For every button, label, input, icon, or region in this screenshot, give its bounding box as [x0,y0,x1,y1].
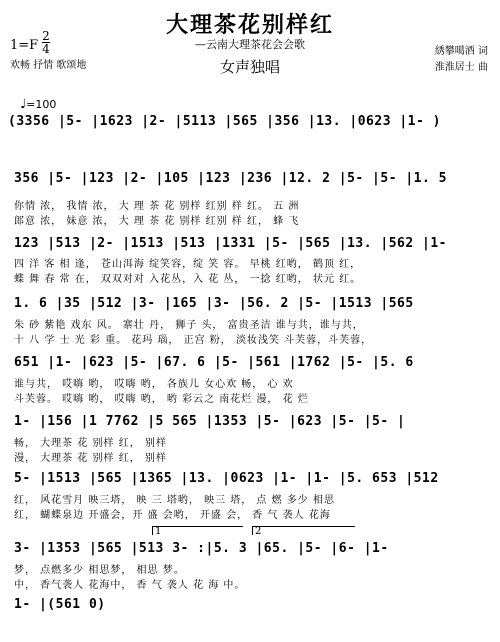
first-ending-bracket: 1 [152,526,243,535]
tempo-mark [20,97,56,112]
score-line-4: 1. 6 |35 |512 |3- |165 |3- |56. 2 |5- |1513 |565 [14,296,414,311]
time-signature [42,30,50,55]
second-ending-bracket: 2 [252,526,355,535]
expression-mark: 欢畅 抒情 歌颂地 [10,60,87,71]
score-line-8: 3- |1353 |565 |513 3- :|5. 3 |65. |5- |6- |1- [14,541,389,556]
lyric-line-6b: 漫， 大理茶 花 别样 红， 别样 [14,453,167,464]
lyric-line-7a: 红， 风花雪月 映三塔， 映 三 塔哟， 映三 塔， 点 燃 多少 相思 [14,495,335,506]
lyric-line-5b: 斗芙蓉。 哎嗨 哟， 哎嗨 哟， 哟 彩云之 南花烂 漫， 花 烂 [14,394,309,405]
lyric-line-7b: 红， 蝴蝶泉边 开盛会，开 盛 会哟， 开盛 会， 香 气 袭人 花海 [14,510,331,521]
score-line-2: 356 |5- |123 |2- |105 |123 |236 |12. 2 |5- |5- |1. 5 [14,171,447,186]
voice-type: 女声独唱 [219,58,280,76]
lyric-line-4a: 朱 砂 紫艳 戏东 风。 寨壮 丹， 狮子 头， 富贵圣洁 谁与共，谁与共， [14,320,364,331]
time-sig-bottom: 4 [42,42,50,56]
lyric-line-5a: 谁与共， 哎嗨 哟， 哎嗨 哟， 各族儿 女心欢 畅， 心 欢 [14,379,294,390]
lyricist-credit: 綉攀噶酒 词 [434,46,488,57]
lyric-line-2a: 你情 浓， 我情 浓， 大 理 茶 花 别样 红别 样 红。 五 洲 [14,201,300,212]
quarter-note-icon: ♩ [20,97,27,112]
composer-credit: 淮淮居士 曲 [434,62,488,73]
tempo-value: =100 [26,98,57,111]
song-subtitle: —云南大理茶花会会歌 [195,38,305,51]
key-signature: 1=F [10,38,39,53]
score-line-5: 651 |1- |623 |5- |67. 6 |5- |561 |1762 |5- |5. 6 [14,355,414,370]
lyric-line-3a: 四 洋 客 相 逢， 苍山洱海 绽笑容，绽 笑 容。 早桃 红哟， 鹤顶 红， [14,259,362,270]
lyric-line-3b: 蝶 舞 春 常 在， 双双对对 入花丛，入 花 丛， 一捻 红哟， 状元 红。 [14,274,362,285]
lyric-line-8a: 梦， 点燃多少 相思梦， 相思 梦。 [14,565,185,576]
score-line-6: 1- |156 |1 7762 |5 565 |1353 |5- |623 |5- |5- | [14,414,406,429]
score-line-3: 123 |513 |2- |1513 |513 |1331 |5- |565 |13. |562 |1- [14,236,447,251]
score-line-7: 5- |1513 |565 |1365 |13. |0623 |1- |1- |5. 653 |512 [14,471,439,486]
lyric-line-8b: 中， 香气袭人 花海中， 香 气 袭人 花 海 中。 [14,580,246,591]
lyric-line-4b: 十 八 学 士 光 彩 重。 花玛 瑙， 正宫 粉， 淡妆浅笑 斗芙蓉，斗芙蓉， [14,335,373,346]
score-line-9: 1- |(561 0) [14,597,106,612]
time-sig-top: 2 [42,29,50,43]
lyric-line-2b: 郎意 浓， 妹意 浓， 大 理 茶 花 别样 红别 样 红， 蜂 飞 [14,216,300,227]
song-title: 大理茶花别样红 [165,12,334,38]
lyric-line-6a: 畅， 大理茶 花 别样 红， 别样 [14,438,167,449]
score-line-1: (3356 |5- |1623 |2- |5113 |565 |356 |13. |0623 |1- ) [8,114,441,129]
